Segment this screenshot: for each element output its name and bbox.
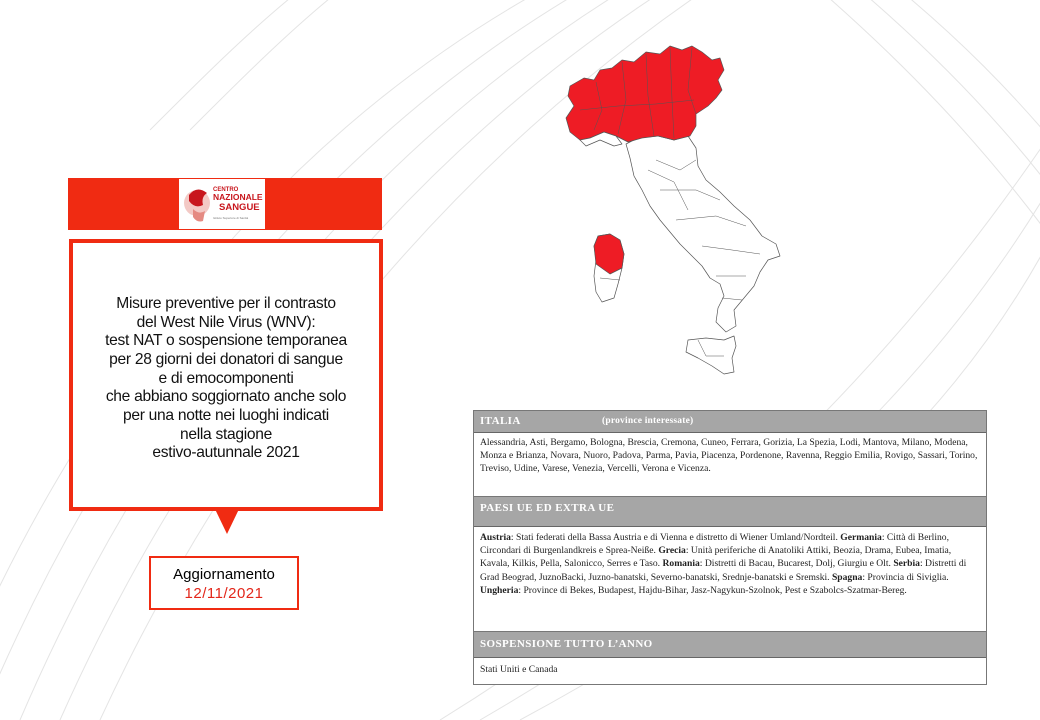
country-text: : Distretti di Grad Beograd, JuznoBacki, Juzno-banatski, Severno-banatski, Srednje-banatski e Sremski. xyxy=(480,558,967,583)
sospensione-header xyxy=(474,632,986,658)
notice-line: nella stagione xyxy=(179,425,273,443)
italia-provinces-text: Alessandria, Asti, Bergamo, Bologna, Brescia, Cremona, Cuneo, Ferrara, Gorizia, La Spezia, Lodi, Mantova, Milano, Modena, Monza e Brianza, Novara, Nuoro, Padova, Parma, Pavia, Piacenza, Pordenone, Ravenna, Reggio Emilia, Rovigo, Sassari, Torino, Treviso, Udine, Varese, Venezia, Vercelli, Verona e Vicenza. xyxy=(480,437,978,475)
italia-provinces-cell xyxy=(474,433,986,497)
italy-map xyxy=(556,40,781,380)
paesi-cell xyxy=(474,527,986,632)
notice-line: che abbiano soggiornato anche solo xyxy=(105,388,347,406)
country-name: Austria xyxy=(480,532,511,543)
paesi-header xyxy=(474,497,986,527)
update-date: 12/11/2021 xyxy=(184,585,264,602)
country-text: : Unità periferiche di Anatoliki Attiki, Beozia, Drama, Eubea, Imatia, Kavala, Kilkis, Pella, Salonicco, Serres e Taso. xyxy=(480,545,952,570)
update-box xyxy=(149,556,299,610)
sospensione-cell xyxy=(474,658,986,676)
map-sicily xyxy=(686,336,736,374)
notice-line: per una notte nei luoghi indicati xyxy=(123,407,329,425)
country-name: Ungheria xyxy=(480,584,519,596)
italia-header-sub: (province interessate) xyxy=(602,416,694,426)
notice-text xyxy=(81,295,371,463)
map-north-highlight xyxy=(566,46,724,142)
logo-line3: SANGUE xyxy=(219,202,260,213)
country-name: Romania xyxy=(662,558,700,570)
notice-line: del West Nile Virus (WNV): xyxy=(136,313,316,331)
logo-line1: CENTRO xyxy=(213,187,239,193)
logo-subline: Istituto Superiore di Sanità xyxy=(213,216,249,220)
italia-header xyxy=(474,411,986,433)
country-text: : Province di Bekes, Budapest, Hajdu-Bihar, Jasz-Nagykun-Szolnok, Pest e Szabolcs-Szatmar-Bereg. xyxy=(518,584,907,596)
info-table xyxy=(473,410,987,685)
notice-line: per 28 giorni dei donatori di sangue xyxy=(109,350,343,368)
callout-pointer xyxy=(214,507,240,534)
centro-nazionale-sangue-logo xyxy=(179,179,265,229)
notice-line: Misure preventive per il contrasto xyxy=(116,294,336,312)
country-text: : Città di Berlino, Circondari di Burgenlandkreis e Sprea-Neiße. xyxy=(480,532,949,557)
country-text: : Distretti di Bacau, Bucarest, Dolj, Giurgiu e Olt. xyxy=(699,558,894,570)
logo-line2: NAZIONALE xyxy=(213,192,263,202)
italia-header-label: ITALIA xyxy=(480,415,521,427)
country-name: Spagna xyxy=(831,571,863,583)
update-label: Aggiornamento xyxy=(173,566,275,583)
notice-line: e di emocomponenti xyxy=(158,369,294,387)
country-name: Serbia xyxy=(893,558,920,570)
sospensione-text: Stati Uniti e Canada xyxy=(480,664,558,675)
notice-line: test NAT o sospensione temporanea xyxy=(105,332,347,350)
notice-box xyxy=(69,239,383,511)
country-text: : Stati federati della Bassa Austria e di Vienna e distretto di Wiener Umland/Nordteil. xyxy=(510,532,838,543)
country-name: Germania xyxy=(840,532,882,543)
country-name: Grecia xyxy=(658,545,686,557)
country-text: : Provincia di Siviglia. xyxy=(862,571,949,583)
sospensione-header-label: SOSPENSIONE TUTTO L’ANNO xyxy=(480,638,653,650)
map-peninsula xyxy=(626,136,780,332)
paesi-header-label: PAESI UE ED EXTRA UE xyxy=(480,502,615,514)
notice-line: estivo-autunnale 2021 xyxy=(152,444,300,462)
